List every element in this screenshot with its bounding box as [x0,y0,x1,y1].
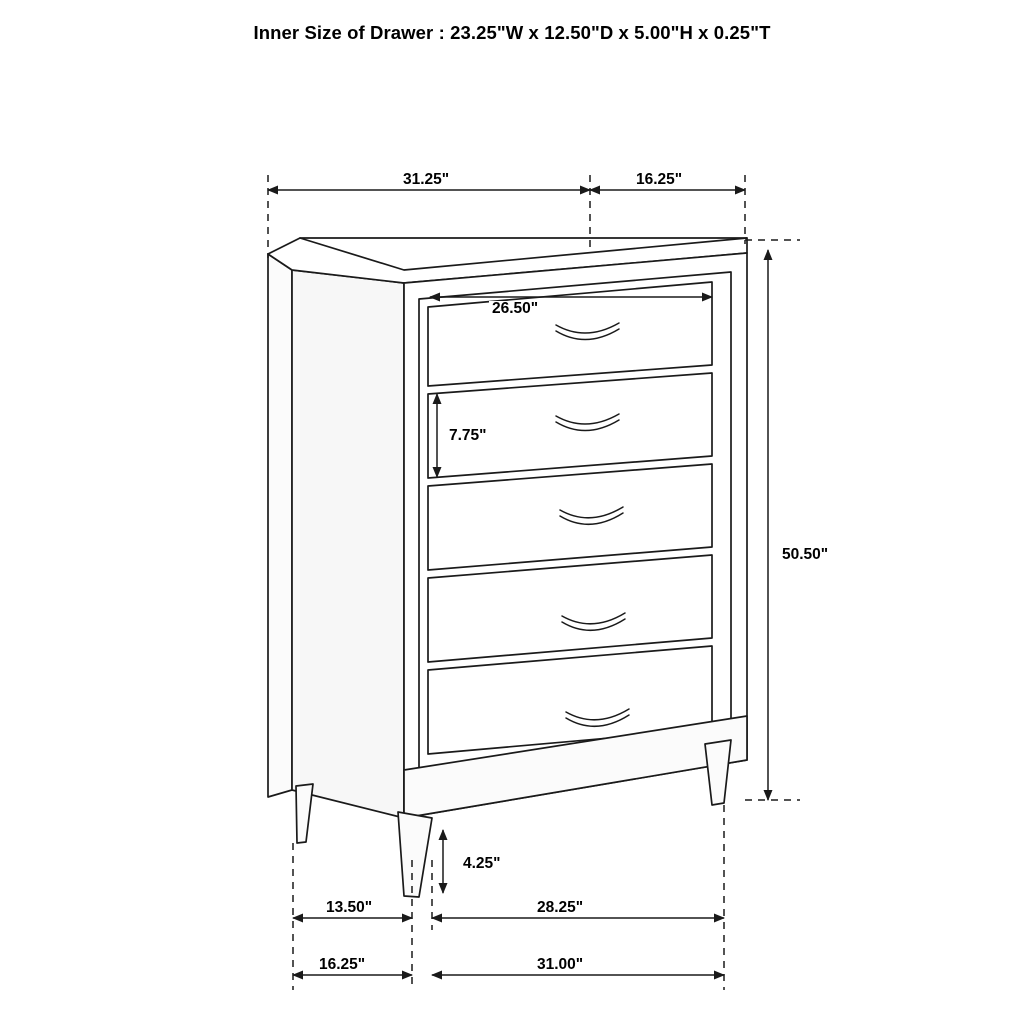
label-leg-height: 4.25" [460,856,504,872]
label-top-side-depth: 16.25" [633,172,685,188]
label-base-depth: 13.50" [323,900,375,916]
leg-front-left [398,812,432,897]
label-top-front-width: 31.25" [400,172,452,188]
page-title: Inner Size of Drawer : 23.25"W x 12.50"D x 5.00"H x 0.25"T [253,22,771,43]
label-drawer-width: 26.50" [489,301,541,317]
label-drawer-height: 7.75" [446,428,490,444]
label-footprint-width: 31.00" [534,957,586,973]
drawer-bank [428,282,712,754]
label-overall-height: 50.50" [779,547,831,563]
leg-back-left [296,784,313,843]
label-footprint-depth: 16.25" [316,957,368,973]
leg-front-right [705,740,731,805]
label-base-width: 28.25" [534,900,586,916]
chest-side-panel [268,254,404,818]
